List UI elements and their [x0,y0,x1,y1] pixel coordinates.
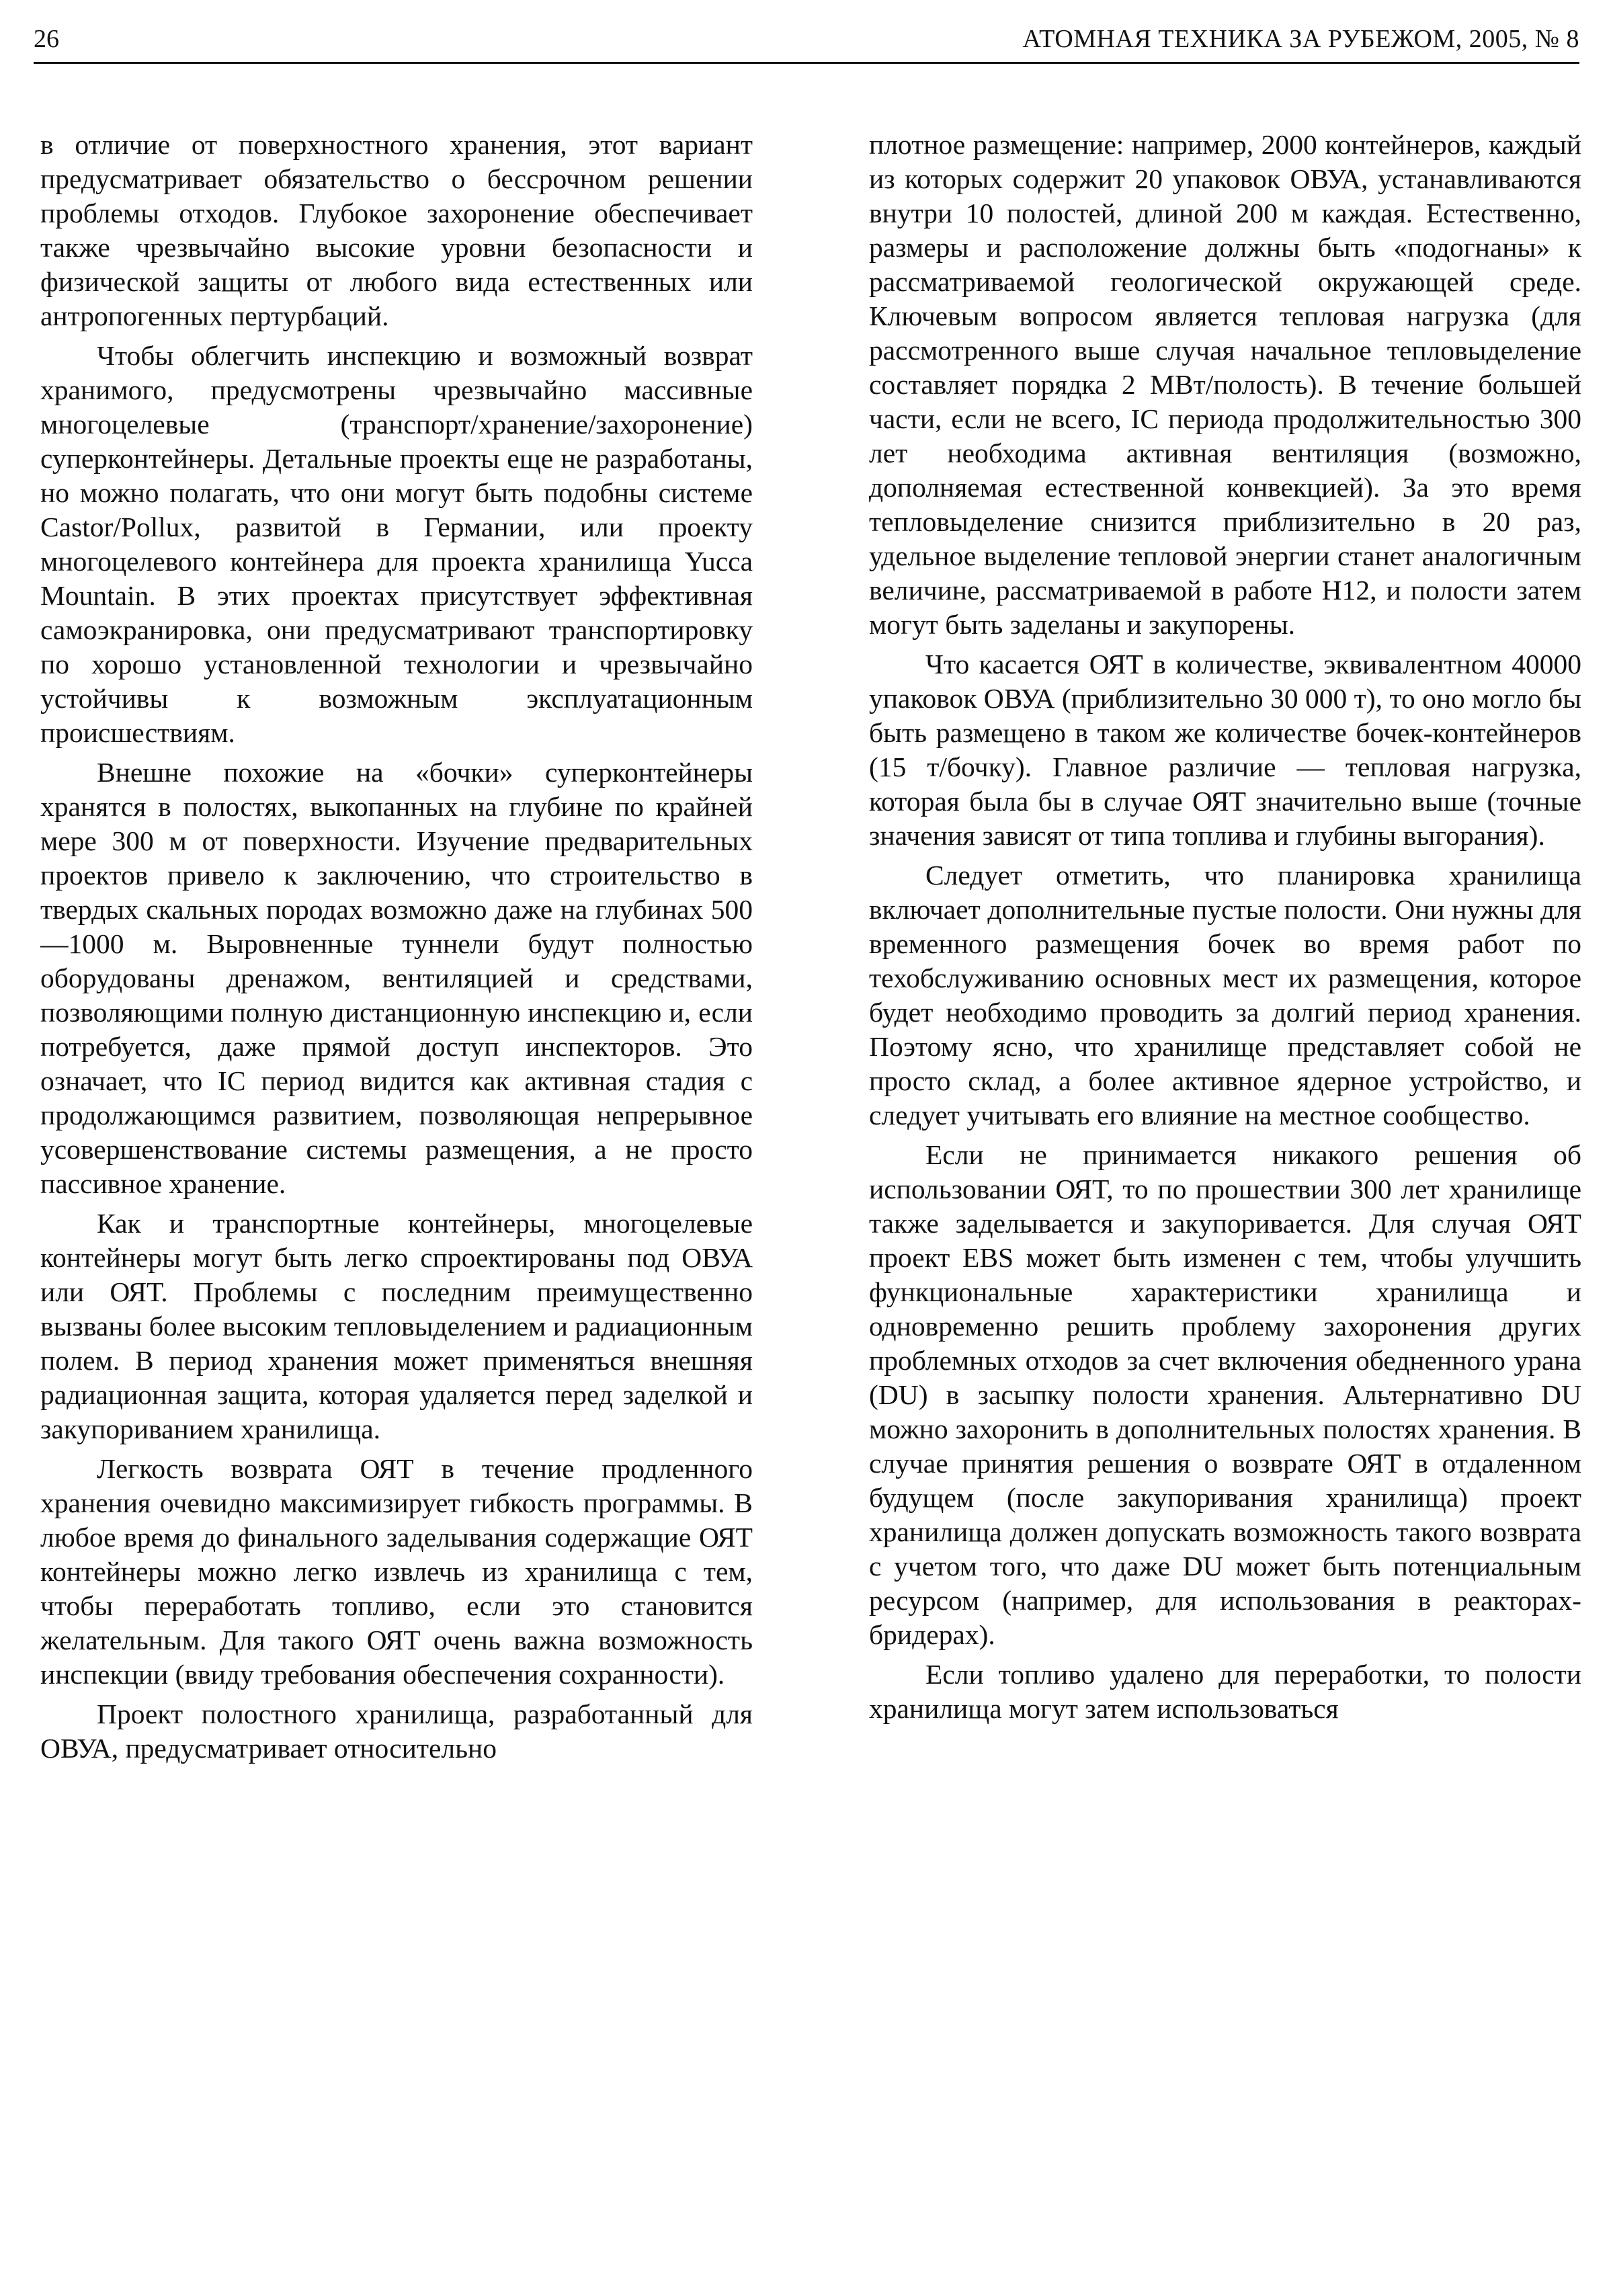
paragraph: Проект полостного хранилища, разработанный для ОВУА, предусматривает относительно [40,1698,753,1764]
paragraph: Следует отметить, что планировка хранилища включает дополнительные пустые полости. Они нужны для временного размещения бочек во время работ по техобслуживанию основных мест их размещения, которое будет необходимо проводить за долгий период хранения. Поэтому ясно, что хранилище представляет собой не просто склад, а более активное ядерное устройство, и следует учитывать его влияние на местное сообщество. [869,860,1581,1131]
paragraph: Легкость возврата ОЯТ в течение продленного хранения очевидно максимизирует гибкость программы. В любое время до финального заделывания содержащие ОЯТ контейнеры можно легко извлечь из хранилища с тем, чтобы переработать топливо, если это становится желательным. Для такого ОЯТ очень важна возможность инспекции (ввиду требования обеспечения сохранности). [40,1453,753,1690]
page-header [34,20,1579,64]
page-number: 26 [34,25,59,53]
paragraph: Внешне похожие на «бочки» суперконтейнеры хранятся в полостях, выкопанных на глубине по крайней мере 300 м от поверхности. Изучение предварительных проектов привело к заключению, что строительство в твердых скальных породах возможно даже на глубинах 500—1000 м. Выровненные туннели будут полностью оборудованы дренажом, вентиляцией и средствами, позволяющими полную дистанционную инспекцию и, если потребуется, даже прямой доступ инспекторов. Это означает, что IC период видится как активная стадия с продолжающимся развитием, позволяющая непрерывное усовершенствование системы размещения, а не просто пассивное хранение. [40,757,753,1199]
journal-title: АТОМНАЯ ТЕХНИКА ЗА РУБЕЖОМ, 2005, № 8 [1022,25,1579,53]
paragraph: Что касается ОЯТ в количестве, эквивалентном 40000 упаковок ОВУА (приблизительно 30 000 т), то оно могло бы быть размещено в таком же количестве бочек-контейнеров (15 т/бочку). Главное различие — тепловая нагрузка, которая была бы в случае ОЯТ значительно выше (точные значения зависят от типа топлива и глубины выгорания). [869,649,1581,851]
paragraph: Как и транспортные контейнеры, многоцелевые контейнеры могут быть легко спроектированы под ОВУА или ОЯТ. Проблемы с последним преимущественно вызваны более высоким тепловыделением и радиационным полем. В период хранения может применяться внешняя радиационная защита, которая удаляется перед заделкой и закупориванием хранилища. [40,1208,753,1444]
right-column [869,128,1581,1731]
paragraph: Если не принимается никакого решения об использовании ОЯТ, то по прошествии 300 лет хранилище также заделывается и закупоривается. Для случая ОЯТ проект EBS может быть изменен с тем, чтобы улучшить функциональные характеристики хранилища и одновременно решить проблему захоронения других проблемных отходов за счет включения обедненного урана (DU) в засыпку полости хранения. Альтернативно DU можно захоронить в дополнительных полостях хранения. В случае принятия решения о возврате ОЯТ в отдаленном будущем (после закупоривания хранилища) проект хранилища должен допускать возможность такого возврата с учетом того, что даже DU может быть потенциальным ресурсом (например, для использования в реакторах-бридерах). [869,1139,1581,1650]
paragraph: в отличие от поверхностного хранения, этот вариант предусматривает обязательство о бессрочном решении проблемы отходов. Глубокое захоронение обеспечивает также чрезвычайно высокие уровни безопасности и физической защиты от любого вида естественных или антропогенных пертурбаций. [40,129,753,331]
paragraph: Чтобы облегчить инспекцию и возможный возврат хранимого, предусмотрены чрезвычайно массивные многоцелевые (транспорт/хранение/захоронение) суперконтейнеры. Детальные проекты еще не разработаны, но можно полагать, что они могут быть подобны системе Castor/Pollux, развитой в Германии, или проекту многоцелевого контейнера для проекта хранилища Yucca Mountain. В этих проектах присутствует эффективная самоэкранировка, они предусматривают транспортировку по хорошо установленной технологии и чрезвычайно устойчивы к возможным эксплуатационным происшествиям. [40,340,753,748]
left-column [40,128,753,1771]
paragraph: плотное размещение: например, 2000 контейнеров, каждый из которых содержит 20 упаковок ОВУА, устанавливаются внутри 10 полостей, длиной 200 м каждая. Естественно, размеры и расположение должны быть «подогнаны» к рассматриваемой геологической окружающей среде. Ключевым вопросом является тепловая нагрузка (для рассмотренного выше случая начальное тепловыделение составляет порядка 2 МВт/полость). В течение большей части, если не всего, IC периода продолжительностью 300 лет необходима активная вентиляция (возможно, дополняемая естественной конвекцией). За это время тепловыделение снизится приблизительно в 20 раз, удельное выделение тепловой энергии станет аналогичным величине, рассматриваемой в работе H12, и полости затем могут быть заделаны и закупорены. [869,129,1581,640]
paragraph: Если топливо удалено для переработки, то полости хранилища могут затем использоваться [869,1659,1581,1724]
